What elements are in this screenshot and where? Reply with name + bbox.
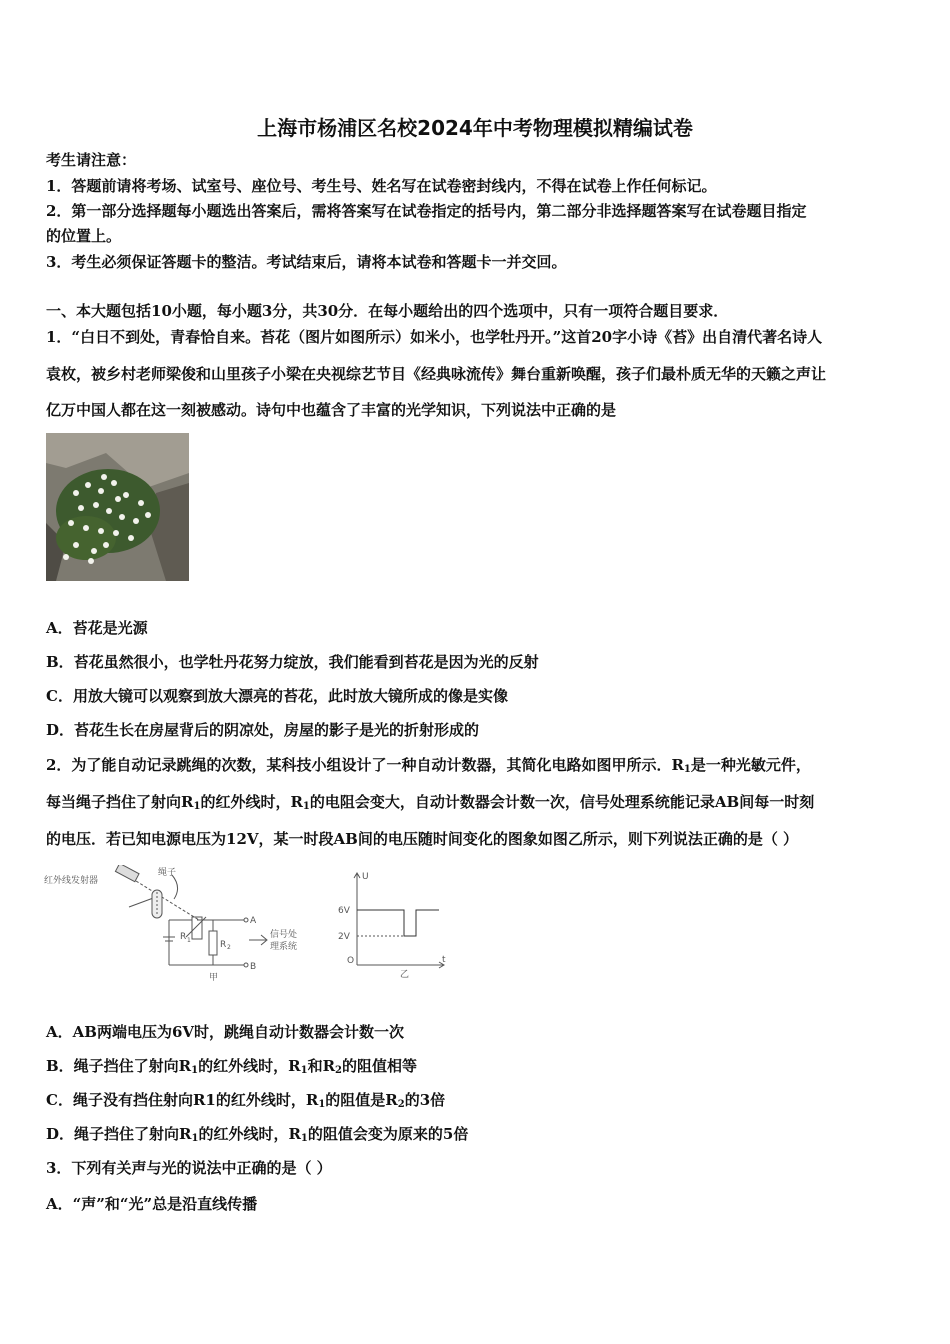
- q2-option-b: B．绳子挡住了射向$R_1$的红外线时，$R_1$和$R_2$的阻值相等: [46, 1057, 418, 1076]
- label-origin: O: [347, 956, 355, 966]
- q2-circuit-and-graph: [44, 865, 464, 985]
- q1-option-a: A．苔花是光源: [46, 619, 148, 637]
- notice-item-2-cont: 的位置上。: [46, 227, 122, 245]
- q2-option-a: A．AB两端电压为6V时，跳绳自动计数器会计数一次: [46, 1023, 405, 1041]
- q1-line-1: 1．“白日不到处，青春恰自来。苔花（图片如图所示）如米小，也学牡丹开。”这首20字小诗《苔》出自清代著名诗人: [46, 328, 823, 346]
- label-signal-1: 信号处: [270, 930, 298, 940]
- label-emitter: 红外线发射器: [44, 876, 99, 886]
- q1-option-b: B．苔花虽然很小，也学牡丹花努力绽放，我们能看到苔花是因为光的反射: [46, 653, 539, 671]
- q1-option-d: D．苔花生长在房屋背后的阴凉处，房屋的影子是光的折射形成的: [46, 721, 480, 739]
- label-yi: 乙: [400, 970, 410, 980]
- label-jia: 甲: [209, 973, 219, 983]
- q2-line-1: 2．为了能自动记录跳绳的次数，某科技小组设计了一种自动计数器，其简化电路如图甲所示．$R_1$是一种光敏元件，: [46, 756, 811, 775]
- q2-line-2: 每当绳子挡住了射向$R_1$的红外线时，$R_1$的电阻会变大，自动计数器会计数一次，信号处理系统能记录AB间每一时刻: [46, 793, 815, 812]
- section-heading: 一、本大题包括10小题，每小题3分，共30分．在每小题给出的四个选项中，只有一项符合题目要求．: [46, 302, 729, 320]
- label-signal-2: 理系统: [270, 942, 298, 952]
- moss-flower-photo: [46, 433, 189, 581]
- label-a: A: [250, 916, 257, 926]
- q1-line-3: 亿万中国人都在这一刻被感动。诗句中也蕴含了丰富的光学知识，下列说法中正确的是: [46, 401, 617, 419]
- label-b: B: [250, 962, 257, 972]
- label-r1-sub: 1: [187, 937, 191, 944]
- q2-option-c: C．绳子没有挡住射向R1的红外线时，$R_1$的阻值是$R_2$的3倍: [46, 1091, 446, 1110]
- label-t-axis: t: [442, 955, 446, 965]
- label-rope: 绳子: [158, 868, 177, 878]
- notice-item-2: 2．第一部分选择题每小题选出答案后，需将答案写在试卷指定的括号内，第二部分非选择题答案写在试卷题目指定: [46, 202, 807, 220]
- q1-line-2: 袁枚，被乡村老师梁俊和山里孩子小梁在央视综艺节目《经典咏流传》舞台重新唤醒，孩子们最朴质无华的天籁之声让: [46, 365, 827, 383]
- label-u-axis: U: [362, 872, 369, 882]
- q1-option-c: C．用放大镜可以观察到放大漂亮的苔花，此时放大镜所成的像是实像: [46, 687, 508, 705]
- page-title: 上海市杨浦区名校2024年中考物理模拟精编试卷: [257, 116, 693, 140]
- label-r1: R: [180, 932, 187, 942]
- q3-option-a: A．“声”和“光”总是沿直线传播: [46, 1195, 258, 1213]
- notice-item-3: 3．考生必须保证答题卡的整洁。考试结束后，请将本试卷和答题卡一并交回。: [46, 253, 567, 271]
- label-2v: 2V: [338, 932, 350, 942]
- notice-heading: 考生请注意：: [46, 151, 137, 169]
- label-6v: 6V: [338, 906, 350, 916]
- q3-stem: 3．下列有关声与光的说法中正确的是（ ）: [46, 1159, 332, 1177]
- notice-item-1: 1．答题前请将考场、试室号、座位号、考生号、姓名写在试卷密封线内，不得在试卷上作任何标记。: [46, 177, 717, 195]
- label-r2: R: [220, 940, 227, 950]
- q2-option-d: D．绳子挡住了射向$R_1$的红外线时，$R_1$的阻值会变为原来的5倍: [46, 1125, 469, 1144]
- label-r2-sub: 2: [227, 944, 231, 951]
- q2-line-3: 的电压．若已知电源电压为12V，某一时段AB间的电压随时间变化的图象如图乙所示，则下列说法正确的是（ ）: [46, 830, 799, 848]
